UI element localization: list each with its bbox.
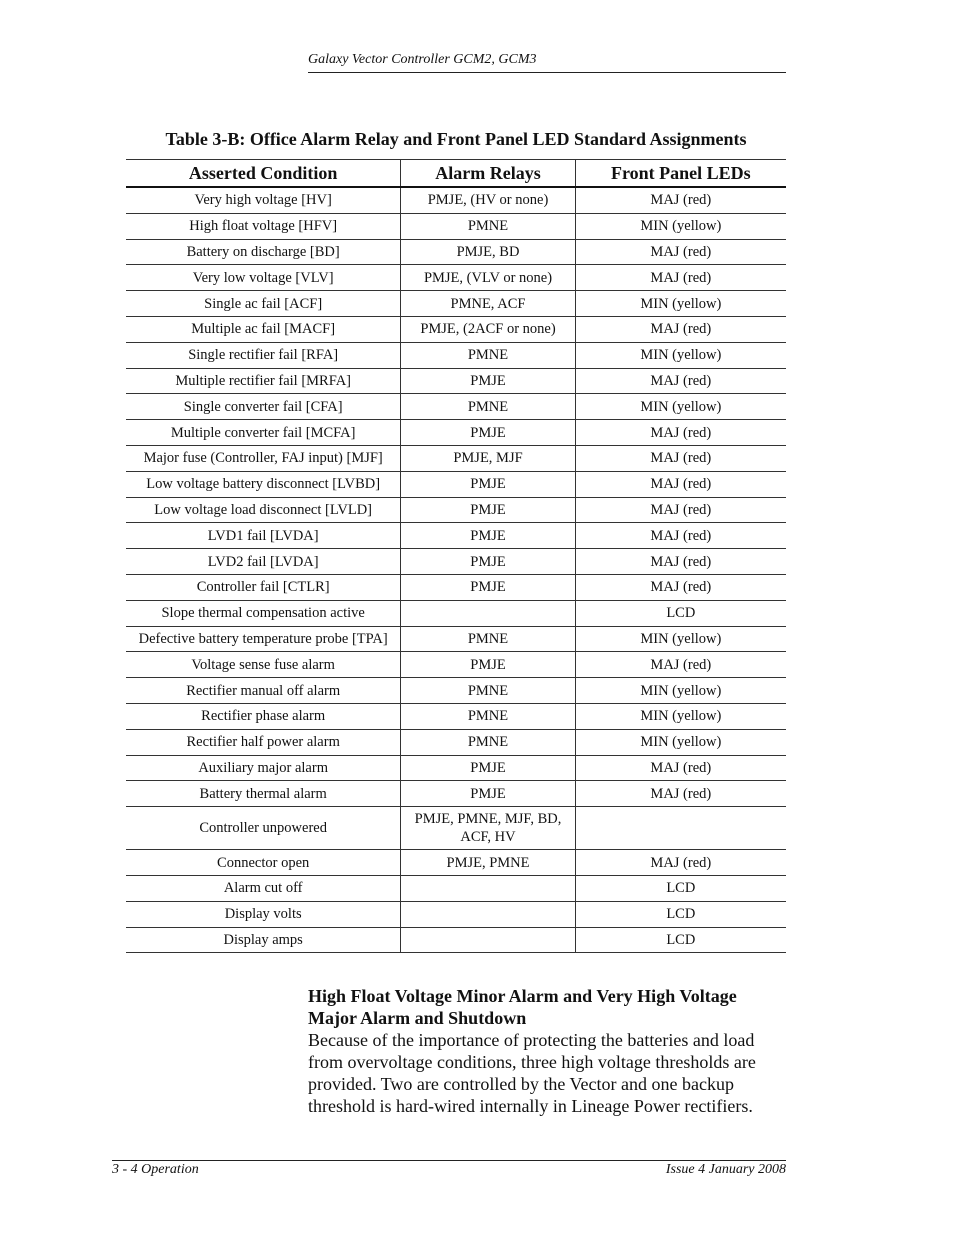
table-row [126, 729, 786, 755]
table-row [126, 394, 786, 420]
header-rule [308, 72, 786, 73]
cell-front-panel-leds: LCD [575, 875, 786, 901]
cell-front-panel-leds: LCD [575, 600, 786, 626]
cell-asserted-condition: Multiple converter fail [MCFA] [126, 420, 401, 446]
cell-alarm-relays: PMNE [401, 729, 575, 755]
cell-front-panel-leds: MIN (yellow) [575, 703, 786, 729]
section [308, 985, 786, 1117]
cell-front-panel-leds: MAJ (red) [575, 420, 786, 446]
cell-front-panel-leds: MAJ (red) [575, 652, 786, 678]
cell-asserted-condition: Rectifier manual off alarm [126, 678, 401, 704]
table-row [126, 316, 786, 342]
footer-page-number: 3 - 4 Operation [112, 1162, 199, 1177]
cell-asserted-condition: Controller fail [CTLR] [126, 574, 401, 600]
cell-alarm-relays: PMJE [401, 523, 575, 549]
cell-asserted-condition: Very low voltage [VLV] [126, 265, 401, 291]
cell-asserted-condition: Single rectifier fail [RFA] [126, 342, 401, 368]
table-row [126, 445, 786, 471]
table-row [126, 239, 786, 265]
cell-alarm-relays: PMJE [401, 497, 575, 523]
footer-issue-date: Issue 4 January 2008 [665, 1162, 786, 1177]
cell-front-panel-leds: MIN (yellow) [575, 394, 786, 420]
cell-asserted-condition: Low voltage battery disconnect [LVBD] [126, 471, 401, 497]
cell-alarm-relays: PMNE, ACF [401, 291, 575, 317]
cell-asserted-condition: Auxiliary major alarm [126, 755, 401, 781]
cell-alarm-relays: PMNE [401, 703, 575, 729]
cell-alarm-relays: PMJE, (VLV or none) [401, 265, 575, 291]
cell-alarm-relays [401, 901, 575, 927]
cell-front-panel-leds: MAJ (red) [575, 265, 786, 291]
cell-asserted-condition: LVD2 fail [LVDA] [126, 549, 401, 575]
table-row [126, 291, 786, 317]
cell-front-panel-leds: MIN (yellow) [575, 678, 786, 704]
cell-alarm-relays: PMJE, PMNE, MJF, BD, ACF, HV [401, 807, 575, 850]
cell-asserted-condition: Multiple ac fail [MACF] [126, 316, 401, 342]
cell-front-panel-leds: MIN (yellow) [575, 342, 786, 368]
cell-asserted-condition: Major fuse (Controller, FAJ input) [MJF] [126, 445, 401, 471]
cell-front-panel-leds: MAJ (red) [575, 445, 786, 471]
cell-front-panel-leds: MIN (yellow) [575, 213, 786, 239]
table-row [126, 574, 786, 600]
alarm-assignment-table [126, 159, 786, 953]
cell-asserted-condition: Defective battery temperature probe [TPA] [126, 626, 401, 652]
table-row [126, 927, 786, 953]
table-caption: Table 3-B: Office Alarm Relay and Front Panel LED Standard Assignments [165, 129, 747, 149]
cell-asserted-condition: Battery on discharge [BD] [126, 239, 401, 265]
table-row [126, 781, 786, 807]
cell-front-panel-leds: MAJ (red) [575, 574, 786, 600]
cell-front-panel-leds: MAJ (red) [575, 471, 786, 497]
cell-alarm-relays: PMJE [401, 471, 575, 497]
column-header-front-panel-leds: Front Panel LEDs [575, 160, 786, 188]
cell-asserted-condition: Display volts [126, 901, 401, 927]
table-row [126, 265, 786, 291]
table-row [126, 652, 786, 678]
cell-alarm-relays: PMNE [401, 626, 575, 652]
cell-alarm-relays: PMJE [401, 755, 575, 781]
cell-alarm-relays: PMJE [401, 781, 575, 807]
table-body [126, 187, 786, 953]
cell-front-panel-leds: MIN (yellow) [575, 729, 786, 755]
cell-alarm-relays: PMJE, (HV or none) [401, 187, 575, 213]
cell-front-panel-leds [575, 807, 786, 850]
cell-asserted-condition: Display amps [126, 927, 401, 953]
cell-front-panel-leds: MAJ (red) [575, 497, 786, 523]
cell-alarm-relays: PMJE [401, 652, 575, 678]
cell-asserted-condition: Very high voltage [HV] [126, 187, 401, 213]
cell-alarm-relays [401, 927, 575, 953]
cell-front-panel-leds: MAJ (red) [575, 850, 786, 876]
cell-front-panel-leds: MAJ (red) [575, 239, 786, 265]
cell-alarm-relays: PMJE, BD [401, 239, 575, 265]
table-row [126, 901, 786, 927]
table-row [126, 850, 786, 876]
cell-alarm-relays: PMJE [401, 368, 575, 394]
cell-front-panel-leds: LCD [575, 901, 786, 927]
cell-front-panel-leds: MAJ (red) [575, 368, 786, 394]
cell-front-panel-leds: MAJ (red) [575, 781, 786, 807]
cell-alarm-relays: PMJE, PMNE [401, 850, 575, 876]
cell-asserted-condition: Multiple rectifier fail [MRFA] [126, 368, 401, 394]
table-row [126, 213, 786, 239]
cell-asserted-condition: Voltage sense fuse alarm [126, 652, 401, 678]
cell-front-panel-leds: LCD [575, 927, 786, 953]
table-row [126, 600, 786, 626]
table-row [126, 523, 786, 549]
table-row [126, 420, 786, 446]
table-row [126, 807, 786, 850]
section-heading: High Float Voltage Minor Alarm and Very High Voltage Major Alarm and Shutdown [308, 986, 737, 1028]
table-row [126, 187, 786, 213]
table-row [126, 368, 786, 394]
table-row [126, 626, 786, 652]
cell-asserted-condition: LVD1 fail [LVDA] [126, 523, 401, 549]
cell-alarm-relays: PMJE, (2ACF or none) [401, 316, 575, 342]
cell-asserted-condition: Rectifier phase alarm [126, 703, 401, 729]
table-row [126, 755, 786, 781]
table-header-row [126, 160, 786, 188]
cell-asserted-condition: Controller unpowered [126, 807, 401, 850]
running-header-title: Galaxy Vector Controller GCM2, GCM3 [308, 52, 537, 67]
cell-asserted-condition: Battery thermal alarm [126, 781, 401, 807]
column-header-alarm-relays: Alarm Relays [401, 160, 575, 188]
table-row [126, 549, 786, 575]
table-row [126, 703, 786, 729]
cell-asserted-condition: Single converter fail [CFA] [126, 394, 401, 420]
cell-alarm-relays [401, 600, 575, 626]
cell-alarm-relays: PMJE, MJF [401, 445, 575, 471]
cell-asserted-condition: Alarm cut off [126, 875, 401, 901]
cell-asserted-condition: Low voltage load disconnect [LVLD] [126, 497, 401, 523]
cell-alarm-relays: PMJE [401, 574, 575, 600]
cell-front-panel-leds: MAJ (red) [575, 549, 786, 575]
cell-asserted-condition: High float voltage [HFV] [126, 213, 401, 239]
cell-alarm-relays [401, 875, 575, 901]
table-row [126, 875, 786, 901]
cell-front-panel-leds: MIN (yellow) [575, 626, 786, 652]
cell-asserted-condition: Slope thermal compensation active [126, 600, 401, 626]
table-row [126, 678, 786, 704]
cell-alarm-relays: PMNE [401, 213, 575, 239]
table-row [126, 342, 786, 368]
cell-front-panel-leds: MAJ (red) [575, 187, 786, 213]
cell-asserted-condition: Connector open [126, 850, 401, 876]
table-row [126, 471, 786, 497]
cell-front-panel-leds: MAJ (red) [575, 316, 786, 342]
footer-rule [112, 1160, 786, 1161]
cell-alarm-relays: PMJE [401, 549, 575, 575]
cell-front-panel-leds: MAJ (red) [575, 523, 786, 549]
cell-front-panel-leds: MAJ (red) [575, 755, 786, 781]
cell-alarm-relays: PMNE [401, 394, 575, 420]
cell-alarm-relays: PMNE [401, 342, 575, 368]
column-header-asserted-condition: Asserted Condition [126, 160, 401, 188]
cell-alarm-relays: PMNE [401, 678, 575, 704]
cell-asserted-condition: Rectifier half power alarm [126, 729, 401, 755]
section-body: Because of the importance of protecting the batteries and load from overvoltage conditions, three high voltage thresholds are provided. Two are controlled by the Vector and one backup threshold is hard-wired internally in Lineage Power rectifiers. [308, 1030, 756, 1116]
cell-alarm-relays: PMJE [401, 420, 575, 446]
table-row [126, 497, 786, 523]
cell-front-panel-leds: MIN (yellow) [575, 291, 786, 317]
cell-asserted-condition: Single ac fail [ACF] [126, 291, 401, 317]
